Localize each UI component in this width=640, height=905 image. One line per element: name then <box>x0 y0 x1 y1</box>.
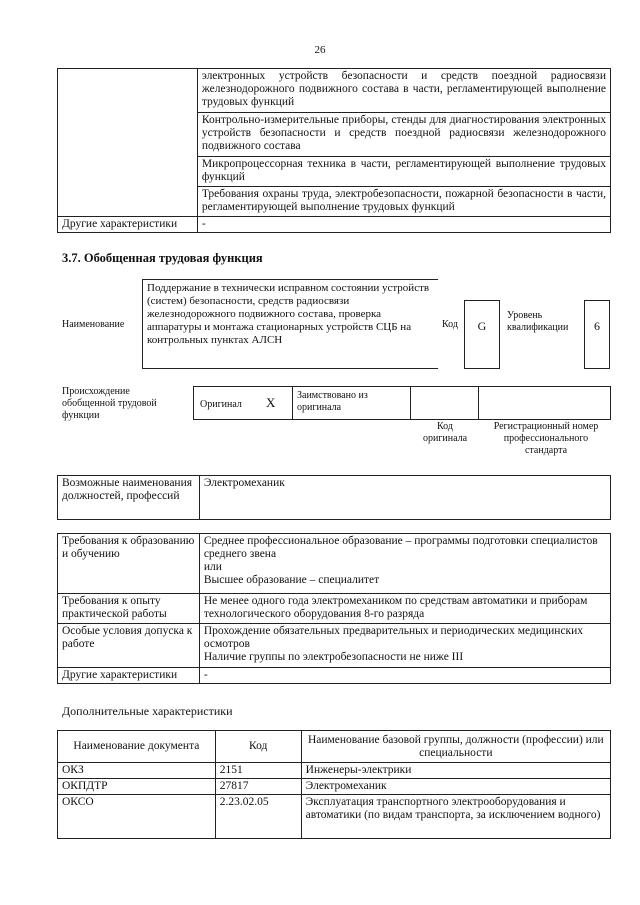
name-label: Наименование <box>62 319 125 330</box>
additional-title: Дополнительные характеристики <box>62 704 233 718</box>
page-number: 26 <box>314 44 326 56</box>
table-row-code: 2.23.02.05 <box>215 795 301 839</box>
table-row-name: Эксплуатация транспортного электрооборудования и автоматики (по видам транспорта, за исключением водного) <box>301 795 610 839</box>
education-label: Требования к образованию и обучению <box>58 534 200 594</box>
table-row-doc: ОКЗ <box>58 763 216 779</box>
admission-label: Особые условия допуска к работе <box>58 624 200 668</box>
requirements-table <box>57 533 611 684</box>
registration-caption: Регистрационный номер профессионального стандарта <box>493 421 599 456</box>
header-code: Код <box>215 731 301 763</box>
experience-value: Не менее одного года электромехаником по средствам автоматики и приборам технологического оборудования 8-го разряда <box>199 594 610 624</box>
original-code-cell <box>411 386 479 420</box>
education-value: Среднее профессиональное образование – программы подготовки специалистов среднего звена или Высшее образование – специалитет <box>199 534 610 594</box>
origin-label: Происхождение обобщенной трудовой функции <box>62 386 157 421</box>
admission-value: Прохождение обязательных предварительных и периодических медицинских осмотров Наличие группы по электробезопасности не ниже III <box>199 624 610 668</box>
table-row: Требования охраны труда, электробезопасности, пожарной безопасности в части, регламентирующей выполнение трудовых функций <box>197 187 610 217</box>
original-label: Оригинал <box>200 399 242 410</box>
empty-label-cell <box>58 69 198 217</box>
experience-label: Требования к опыту практической работы <box>58 594 200 624</box>
additional-table <box>57 730 611 839</box>
borrowed-cell: Заимствовано из оригинала <box>293 386 411 420</box>
header-name: Наименование базовой группы, должности (профессии) или специальности <box>301 731 610 763</box>
original-mark: X <box>266 395 276 410</box>
function-name: Поддержание в технически исправном состоянии устройств (систем) безопасности, средств радиосвязи железнодорожного подвижного состава, проверка аппаратуры и монтажа стационарных устройств СЦБ на контрольных пунктах АЛСН <box>142 279 438 369</box>
table-row-name: Электромеханик <box>301 779 610 795</box>
other-label: Другие характеристики <box>58 668 200 684</box>
other-characteristics-label: Другие характеристики <box>58 217 198 233</box>
table-row-doc: ОКПДТР <box>58 779 216 795</box>
header-document: Наименование документа <box>58 731 216 763</box>
table-row: Микропроцессорная техника в части, регламентирующей выполнение трудовых функций <box>197 157 610 187</box>
table-row-doc: ОКСО <box>58 795 216 839</box>
continued-table <box>57 68 611 233</box>
table-row: Контрольно-измерительные приборы, стенды для диагностирования электронных устройств безопасности и средств поездной радиосвязи железнодорожного подвижного состава <box>197 113 610 157</box>
table-row-code: 27817 <box>215 779 301 795</box>
table-row-code: 2151 <box>215 763 301 779</box>
table-row: электронных устройств безопасности и средств поездной радиосвязи железнодорожного подвижного состава в части, регламентирующей выполнение трудовых функций <box>197 69 610 113</box>
code-caption: Код оригинала <box>422 421 468 444</box>
code-value: G <box>464 300 500 369</box>
registration-number-cell <box>479 386 611 420</box>
level-value: 6 <box>584 300 610 369</box>
other-value: - <box>199 668 610 684</box>
other-characteristics-value: - <box>197 217 610 233</box>
code-label: Код <box>442 319 458 330</box>
original-cell <box>193 386 293 420</box>
table-row-name: Инженеры-электрики <box>301 763 610 779</box>
positions-value: Электромеханик <box>199 476 610 520</box>
positions-table <box>57 475 611 520</box>
positions-label: Возможные наименования должностей, профессий <box>58 476 200 520</box>
section-title: 3.7. Обобщенная трудовая функция <box>62 251 263 265</box>
level-label: Уровень квалификации <box>507 310 569 333</box>
